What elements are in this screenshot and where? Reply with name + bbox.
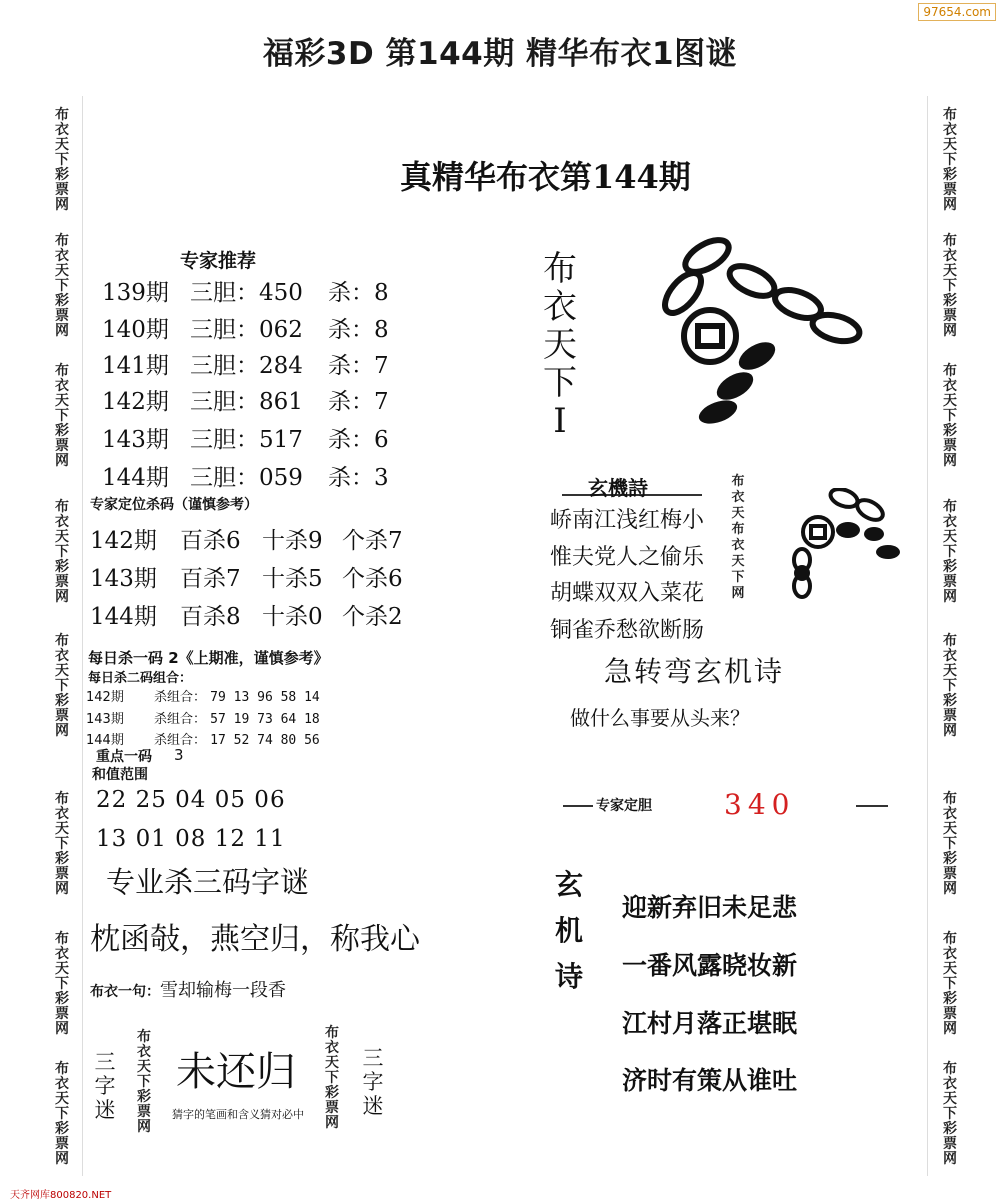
poem-line: 峤南江浅红梅小: [550, 508, 705, 533]
poem-line: 江村月落正堪眠: [622, 1009, 798, 1038]
poem-line: 迎新弃旧未足悲: [622, 893, 798, 922]
side-label: 布衣天下彩票网: [55, 633, 69, 739]
list-item: [86, 686, 320, 705]
side-label: 布衣天下彩票网: [55, 499, 69, 605]
dan-value: 340: [724, 788, 796, 821]
period-label: 143期: [90, 566, 157, 592]
daily-kill-two-heading: 每日杀二码组合：: [88, 671, 193, 686]
side-label: 布衣天下彩票网: [55, 363, 69, 469]
riddle-hint: 猜字的笔画和含义猜对必中: [172, 1108, 304, 1121]
shi-kill: 十杀5: [262, 566, 323, 592]
kill-value: 杀：8: [328, 317, 389, 343]
left-side-strip: [38, 96, 83, 1176]
riddle-heading: 专业杀三码字谜: [106, 865, 310, 899]
ge-kill: 个杀7: [342, 528, 403, 554]
buyi-text: 雪却输梅一段香: [160, 980, 286, 1001]
poem-vertical-label: 玄机诗: [554, 868, 583, 993]
sum-row-1: 22 25 04 05 06: [96, 787, 286, 813]
sum-row-2: 13 01 08 12 11: [96, 826, 286, 852]
combo-values: 17 52 74 80 56: [210, 733, 320, 748]
side-label: 布衣天下彩票网: [325, 1025, 339, 1131]
side-label: 布衣天下彩票网: [55, 791, 69, 897]
list-item: [102, 383, 389, 416]
period-label: 142期: [102, 389, 169, 415]
kill-value: 杀：3: [328, 465, 389, 491]
list-item: [102, 347, 389, 380]
right-side-strip: [927, 96, 970, 1176]
dan-value: 三胆：059: [190, 465, 303, 491]
coins-illustration-small: [786, 488, 906, 600]
riddle-text: 枕函敧，燕空归，称我心: [90, 922, 420, 957]
side-label: 布衣天下彩票网: [943, 633, 957, 739]
period-label: 144期: [86, 733, 124, 748]
list-item: [90, 522, 403, 555]
side-label: 布衣天下彩票网: [55, 107, 69, 213]
side-label: 布衣天下彩票网: [943, 1061, 957, 1167]
combo-label: 杀组合：: [154, 712, 207, 727]
poem-line: 济时有策从谁吐: [622, 1066, 798, 1095]
combo-label: 杀组合：: [154, 733, 207, 748]
ge-kill: 个杀2: [342, 604, 403, 630]
period-label: 139期: [102, 280, 169, 306]
bai-kill: 百杀6: [180, 528, 241, 554]
vertical-side-label: 布衣天布衣天下网: [731, 474, 745, 601]
period-label: 141期: [102, 353, 169, 379]
side-label: 布衣天下彩票网: [943, 233, 957, 339]
dan-value: 三胆：284: [190, 353, 303, 379]
buyi-line: [90, 976, 286, 1002]
period-label: 144期: [102, 465, 169, 491]
shi-kill: 十杀0: [262, 604, 323, 630]
list-item: [102, 274, 389, 307]
kill-value: 杀：6: [328, 427, 389, 453]
footer-tag: 天齐网库800820.NET: [10, 1190, 112, 1201]
list-item: [90, 598, 403, 631]
key-one-label: 重点一码: [96, 749, 152, 765]
bai-kill: 百杀7: [180, 566, 241, 592]
list-item: [102, 459, 389, 492]
kill-value: 杀：7: [328, 389, 389, 415]
poem-line: 铜雀乔愁欲断肠: [550, 618, 705, 643]
side-label: 布衣天下彩票网: [55, 931, 69, 1037]
coins-illustration: [650, 236, 870, 426]
side-label: 布衣天下彩票网: [137, 1029, 151, 1135]
combo-values: 79 13 96 58 14: [210, 690, 320, 705]
main-title: 真精华布衣第144期: [400, 158, 691, 196]
buyi-label: 布衣一句：: [90, 984, 160, 1000]
sum-range-label: 和值范围: [92, 767, 148, 783]
side-label: 布衣天下彩票网: [943, 499, 957, 605]
combo-label: 杀组合：: [154, 690, 207, 705]
list-item: [90, 560, 403, 593]
side-label: 布衣天下彩票网: [943, 931, 957, 1037]
shi-kill: 十杀9: [262, 528, 323, 554]
list-item: [102, 311, 389, 344]
position-kill-heading: 专家定位杀码（谨慎参考）: [90, 497, 258, 513]
kill-value: 杀：7: [328, 353, 389, 379]
side-label: 布衣天下彩票网: [55, 233, 69, 339]
side-label: 布衣天下彩票网: [943, 363, 957, 469]
period-label: 142期: [86, 690, 124, 705]
period-label: 140期: [102, 317, 169, 343]
poem-line: 胡蝶双双入菜花: [550, 581, 705, 606]
riddle-answer: 未还归: [176, 1049, 296, 1095]
ge-kill: 个杀6: [342, 566, 403, 592]
side-label: 布衣天下彩票网: [943, 107, 957, 213]
dan-label: 专家定胆: [596, 798, 652, 814]
side-label: 布衣天下彩票网: [55, 1061, 69, 1167]
expert-heading: 专家推荐: [180, 250, 257, 272]
dan-value: 三胆：062: [190, 317, 303, 343]
xuanji-heading: 玄機詩: [588, 476, 648, 500]
three-char-right: 三字迷: [362, 1046, 384, 1118]
poem-line: 惟夫党人之偷乐: [550, 545, 705, 570]
turn-title: 急转弯玄机诗: [604, 655, 785, 688]
vertical-title: 布衣天下I: [543, 249, 577, 441]
site-tag: 97654.com: [918, 3, 996, 21]
period-label: 143期: [86, 712, 124, 727]
poem-line: 一番风露晓妆新: [622, 951, 798, 980]
period-label: 142期: [90, 528, 157, 554]
key-one-value: 3: [174, 746, 184, 764]
combo-values: 57 19 73 64 18: [210, 712, 320, 727]
daily-kill-one: 每日杀一码 2《上期准，谨慎参考》: [88, 649, 329, 667]
period-label: 144期: [90, 604, 157, 630]
three-char-left: 三字迷: [94, 1050, 116, 1122]
bai-kill: 百杀8: [180, 604, 241, 630]
dan-value: 三胆：517: [190, 427, 303, 453]
dan-value: 三胆：450: [190, 280, 303, 306]
dan-value: 三胆：861: [190, 389, 303, 415]
side-label: 布衣天下彩票网: [943, 791, 957, 897]
kill-value: 杀：8: [328, 280, 389, 306]
list-item: [102, 421, 389, 454]
list-item: [86, 708, 320, 727]
turn-question: 做什么事要从头来？: [570, 706, 750, 730]
page-title: 福彩3D 第144期 精华布衣1图谜: [262, 36, 738, 72]
period-label: 143期: [102, 427, 169, 453]
